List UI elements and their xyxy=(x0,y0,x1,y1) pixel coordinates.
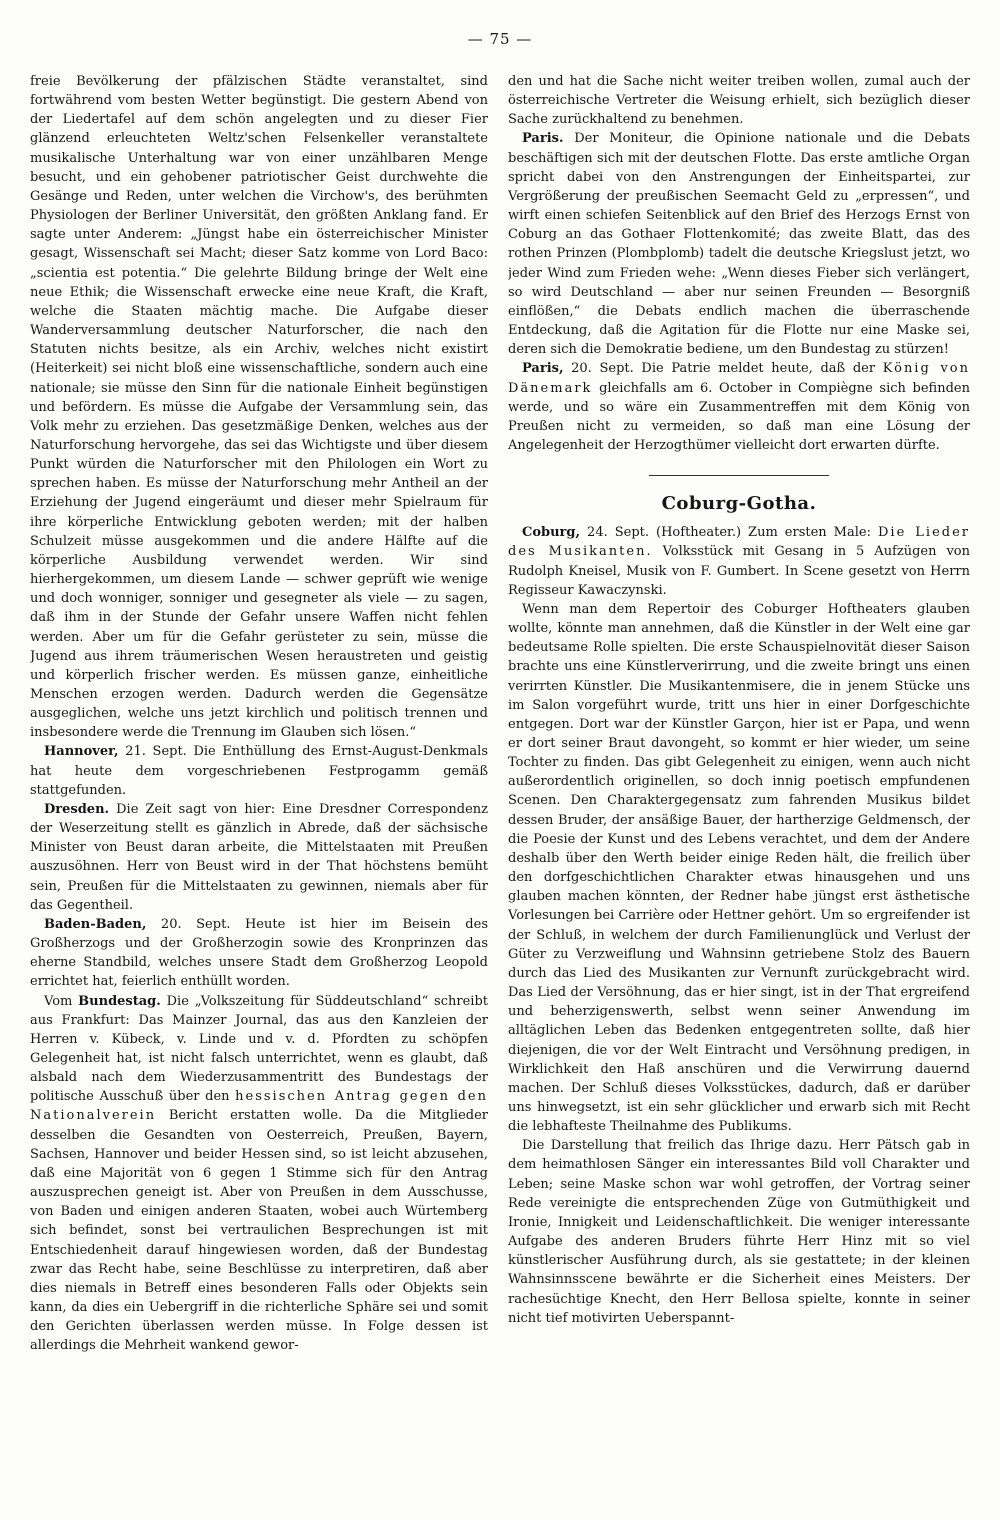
right-column xyxy=(508,72,970,1512)
paragraph-text: Der Moniteur, die Opinione nationale und die Debats beschäftigen sich mit der deutschen Flotte. Das erste amtliche Organ spricht dabei von den Anstrengungen der Einheitspartei, zur Vergrößerung der preußischen Seemacht Geld zu „erpressen“, und wirft einen schiefen Seitenblick auf den Brief des Herzogs Ernst von Coburg an das Gothaer Flottenkomité; das zweite Blatt, das des rothen Prinzen (Plombplomb) tadelt die deutsche Kriegslust jetzt, wo jeder Wind zum Frieden wehe: „Wenn dieses Fieber sich verlängert, so wird Deutschland — aber nur seinen Freunden — Besorgniß einflößen,“ die Debats endlich machen die überraschende Entdeckung, daß die Agitation für die Flotte nur eine Maske sei, deren sich die Demokratie bediene, um den Bundestag zu stürzen! xyxy=(508,131,970,358)
paragraph-lead: Vom xyxy=(44,993,79,1009)
paragraph-text: Die Zeit sagt von hier: Eine Dresdner Correspondenz der Weserzeitung stellt es gänzlich in Abrede, daß der sächsische Minister von Beust daran arbeite, die Mittelstaaten mit Preußen auszusöhnen. Herr von Beust wird in der That höchstens bemüht sein, Preußen für die Mittelstaaten zu gewinnen, niemals aber für das Gegentheil. xyxy=(30,801,488,913)
spaced-text: König von Dänemark xyxy=(508,361,970,396)
spaced-text: hessischen Antrag gegen den Nationalverein xyxy=(30,1089,488,1124)
paragraph-text: den und hat die Sache nicht weiter treiben wollen, zumal auch der österreichische Vertreter die Weisung erhielt, sich bezüglich dieser Sache zurückhaltend zu benehmen. xyxy=(508,74,970,128)
dateline: Paris. xyxy=(522,131,564,147)
left-column xyxy=(30,72,488,1512)
dateline: Bundestag. xyxy=(78,993,161,1009)
paragraph-text: freie Bevölkerung der pfälzischen Städte veranstaltet, sind fortwährend vom besten Wetter begünstigt. Die gestern Abend von der Liedertafel auf dem schön angelegten und zu dieser Fier glänzend erleuchteten Weltz'schen Felsenkeller veranstaltete musikalische Unterhaltung war von einer unzählbaren Menge besucht, und ein gehobener patriotischer Geist durchwehte die Gesänge und Reden, unter welchen die Virchow's, des berühmten Physiologen der Berliner Universität, den größten Anklang fand. Er sagte unter Anderem: „Jüngst habe ein österreichischer Minister gesagt, Wissenschaft sei Macht; dieser Satz komme von Lord Baco: „scientia est potentia.“ Die gelehrte Bildung bringe der Welt eine neue Ethik; die Wissenschaft erwecke eine neue Kraft, die Kraft, welche die Staaten mächtig mache. Die Aufgabe dieser Wanderversammlung deutscher Naturforscher, die nach den Statuten nichts besitze, als ein Archiv, welches nicht existirt (Heiterkeit) sei nicht bloß eine wissenschaftliche, sondern auch eine nationale; sie müsse den Sinn für die nationale Einheit begünstigen und befördern. Es müsse die Aufgabe der Versammlung sein, das Volk mehr zu erziehen. Das gesetzmäßige Denken, welches aus der Naturforschung hervorgehe, das sei das Wichtigste und über diesem Punkt würden die Naturforscher mit den Philologen ein Wort zu sprechen haben. Es müsse der Naturforschung mehr Antheil an der Erziehung der Jugend eingeräumt und dieser mehr Spielraum für ihre körperliche Entwicklung geboten werden; mit der halben Schulzeit müsse ausgekommen und die andere Hälfte auf die körperliche Ausbildung verwendet werden. Wir sind hierhergekommen, um diesem Lande — schwer geprüft wie wenige und doch wonniger, sonniger und gesegneter als viele — zu sagen, daß ihm in der Stunde der Gefahr unsere Waffen nicht fehlen werden. Aber um für die Gefahr gerüsteter zu sein, müsse die Jugend aus ihrem träumerischen Wesen heraustreten und geistig und körperlich frischer werden. Es müssen ganze, einheitliche Menschen erzogen werden. Dadurch werden die Gegensätze ausgeglichen, welche uns jetzt kirchlich und politisch trennen und insbesondere werde die Trennung im Glauben sich lösen.“ xyxy=(30,74,488,741)
article-bundestag xyxy=(30,992,488,1356)
dateline: Coburg, xyxy=(522,525,581,541)
article-continuation xyxy=(508,72,970,129)
paragraph-text: 20. Sept. Heute ist hier im Beisein des Großherzogs und der Großherzogin sowie des Kronprinzen das eherne Standbild, welches unsere Stadt dem Großherzog Leopold errichtet hat, feierlich enthüllt worden. xyxy=(30,916,488,990)
article-continuation xyxy=(30,72,488,742)
paragraph-text: Die Darstellung that freilich das Ihrige dazu. Herr Pätsch gab in dem heimathlosen Sänger ein interessantes Bild voll Charakter und Leben; seine Maske schon war wohl getroffen, der Vortrag seiner Rede vereinigte die entsprechenden Züge von Gutmüthigkeit und Ironie, Innigkeit und Leidenschaftlichkeit. Die weniger interessante Aufgabe des anderen Bruders führte Herr Hinz mit so viel künstlerischer Ausführung durch, als sie gestattete; in der kleinen Wahnsinnsscene bewährte er die Sicherheit eines Meisters. Der rachesüchtige Knecht, den Herr Bellosa spielte, konnte in seiner nicht tief motivirten Ueberspannt- xyxy=(508,1138,970,1326)
dateline: Hannover, xyxy=(44,744,119,760)
section-title: Coburg-Gotha. xyxy=(661,493,817,515)
paragraph-text: Volksstück mit Gesang in 5 Aufzügen von Rudolph Kneisel, Musik von F. Gumbert. In Scene gesetzt von Herrn Regisseur Kawaczynski. xyxy=(508,544,970,598)
paragraph-text: 24. Sept. (Hoftheater.) Zum ersten Male: xyxy=(580,525,878,541)
spaced-text: Die Lieder des Musikanten. xyxy=(508,525,970,560)
review-paragraph xyxy=(508,600,970,1136)
section-divider xyxy=(649,475,829,476)
article-dresden xyxy=(30,800,488,915)
dateline: Paris, xyxy=(522,361,564,377)
paragraph-text: Wenn man dem Repertoir des Coburger Hoftheaters glauben wollte, könnte man annehmen, daß die Künstler in der Welt eine gar bedeutsame Rolle spielten. Die erste Schauspielnovität dieser Saison brachte uns eine Künstlerverirrung, und die zweite bringt uns einen verirrten Künstler. Die Musikantenmisere, die in jenem Stücke uns im Salon vorgeführt wurde, tritt uns hier in einer Dorfgeschichte entgegen. Dort war der Künstler Garçon, hier ist er Papa, und wenn er dort seiner Braut davongeht, so kommt er hier wieder, um seine Tochter zu finden. Das gibt Gelegenheit zu einigen, wenn auch nicht außerordentlich originellen, so doch innig poetisch empfundenen Scenen. Den Charaktergegensatz zum fahrenden Musikus bildet dessen Bruder, der ansäßige Bauer, der hartherzige Geldmensch, der die Poesie der Kunst und des Lebens verachtet, und dem der Andere deshalb über den Werth beider einige Reden hält, die freilich über den dorfgeschichtlichen Charakter etwas hinausgehen und uns glauben machen könnten, der Redner habe jüngst erst ästhetische Vorlesungen bei Carrière oder Hettner gehört. Um so ergreifender ist der Schluß, in welchem der durch Familienunglück und Verlust der Güter zu Verzweiflung und Wahnsinn getriebene Stolz des Bauern durch das Lied des Musikanten zur Vernunft zurückgebracht wird. Das Lied der Versöhnung, das er hier singt, ist in der That ergreifend und beherzigenswerth, selbst wenn seiner Anwendung im alltäglichen Leben das Bedenken entgegentreten sollte, daß hier diejenigen, die vor der Welt Eintracht und Versöhnung predigen, in Wirklichkeit den Haß anschüren und die Verwirrung dauernd machen. Der Schluß dieses Volksstückes, dadurch, daß er darüber uns hinwegsetzt, ist ein sehr glücklicher und erwarb sich mit Recht die lebhafteste Theilnahme des Publikums. xyxy=(508,601,970,1135)
paragraph-text: 21. Sept. Die Enthüllung des Ernst-August-Denkmals hat heute dem vorgeschriebenen Festprogamm gemäß stattgefunden. xyxy=(30,744,488,798)
dateline: Baden-Baden, xyxy=(44,916,147,932)
article-hannover xyxy=(30,742,488,799)
page-number: — 75 — xyxy=(467,30,533,48)
article-paris-1 xyxy=(508,129,970,359)
dateline: Dresden. xyxy=(44,801,110,817)
article-coburg xyxy=(508,523,970,600)
paragraph-text: gleichfalls am 6. October in Compiègne sich befinden werde, und so wäre ein Zusammentreffen mit dem König von Preußen nicht zu vermeiden, so daß man eine Lösung der Angelegenheit der Herzogthümer vielleicht dort erwarten dürfte. xyxy=(508,380,970,453)
review-paragraph xyxy=(508,1136,970,1328)
paragraph-text: Die „Volkszeitung für Süddeutschland“ schreibt aus Frankfurt: Das Mainzer Journal, das aus den Kanzleien der Herren v. Kübeck, v. Linde und v. d. Pfordten zu schöpfen Gelegenheit hat, ist nicht falsch unterrichtet, wenn es glaubt, daß alsbald nach dem Wiederzusammentritt des Bundestags der politische Ausschuß über den xyxy=(30,993,488,1105)
paragraph-text: 20. Sept. Die Patrie meldet heute, daß der xyxy=(563,361,883,377)
article-baden-baden xyxy=(30,915,488,992)
paragraph-text: Bericht erstatten wolle. Da die Mitglieder desselben die Gesandten von Oesterreich, Preußen, Bayern, Sachsen, Hannover und beider Hessen sind, so ist leicht abzusehen, daß eine Majorität von 6 gegen 1 Stimme sich für den Antrag auszusprechen geneigt ist. Aber von Preußen in dem Ausschusse, von Baden und einigen anderen Staaten, wobei auch Würtemberg sich befindet, sonst bei vertraulichen Besprechungen ist mit Entschiedenheit darauf hingewiesen worden, daß der Bundestag zwar das Recht habe, seine Beschlüsse zu interpretiren, daß aber dies niemals in Betreff eines besonderen Falls oder Objekts sein kann, da dies ein Uebergriff in die richterliche Sphäre sei und somit den Gerichten überlassen werden müsse. In Folge dessen ist allerdings die Mehrheit wankend gewor- xyxy=(30,1108,488,1354)
article-paris-2 xyxy=(508,359,970,455)
